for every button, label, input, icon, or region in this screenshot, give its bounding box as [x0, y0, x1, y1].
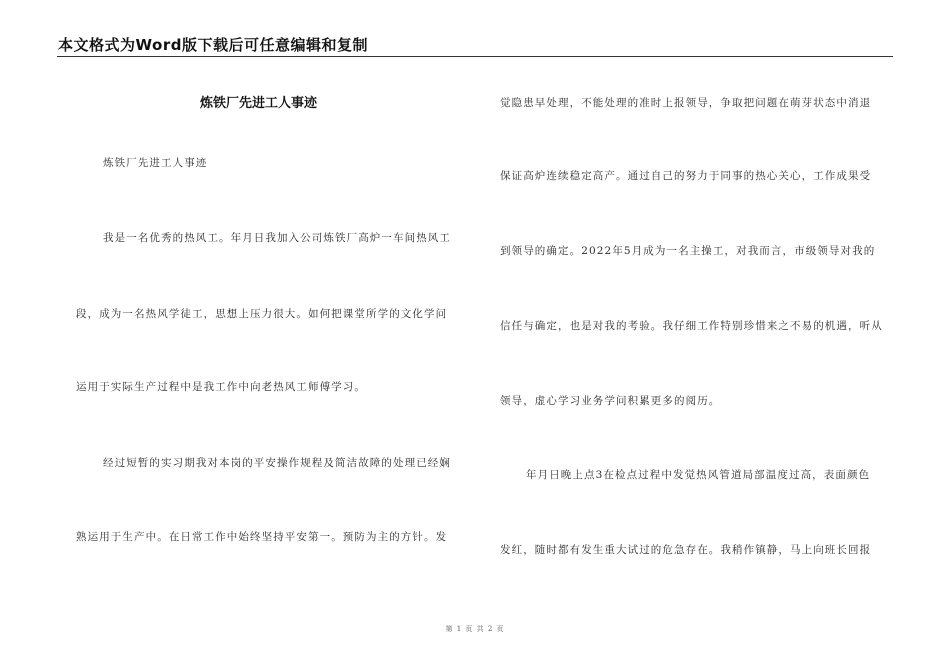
header-divider — [57, 56, 893, 57]
right-line-2: 保证高炉连续稳定高产。通过自己的努力于同事的热心关心，工作成果受 — [500, 170, 872, 182]
left-line-2: 我是一名优秀的热风工。年月日我加入公司炼铁厂高炉一车间热风工 — [103, 232, 451, 244]
document-banner: 本文格式为Word版下载后可任意编辑和复制 — [58, 36, 368, 54]
right-line-5: 领导，虚心学习业务学问积累更多的阅历。 — [500, 395, 721, 407]
document-title: 炼铁厂先进工人事迹 — [200, 96, 318, 111]
left-line-5: 经过短暂的实习期我对本岗的平安操作规程及简洁故障的处理已经娴 — [103, 457, 451, 469]
right-line-3: 到领导的确定。2022年5月成为一名主操工，对我而言，市级领导对我的 — [500, 245, 876, 257]
left-line-3: 段，成为一名热风学徒工，思想上压力很大。如何把课堂所学的文化学问 — [76, 308, 448, 320]
page-indicator: 第 1 页 共 2 页 — [445, 625, 505, 633]
left-line-6: 熟运用于生产中。在日常工作中始终坚持平安第一。预防为主的方针。发 — [76, 531, 448, 543]
left-line-4: 运用于实际生产过程中是我工作中向老热风工师傅学习。 — [76, 381, 366, 393]
left-line-1: 炼铁厂先进工人事迹 — [103, 157, 208, 169]
right-line-1: 觉隐患早处理，不能处理的准时上报领导，争取把问题在萌芽状态中消退 — [500, 97, 872, 109]
right-line-7: 发红，随时都有发生重大试过的危急存在。我稍作镇静，马上向班长回报 — [500, 544, 872, 556]
right-line-4: 信任与确定，也是对我的考验。我仔细工作特别珍惜来之不易的机遇，听从 — [500, 320, 883, 332]
right-line-6: 年月日晚上点3在检点过程中发觉热风管道局部温度过高，表面颜色 — [526, 469, 871, 481]
